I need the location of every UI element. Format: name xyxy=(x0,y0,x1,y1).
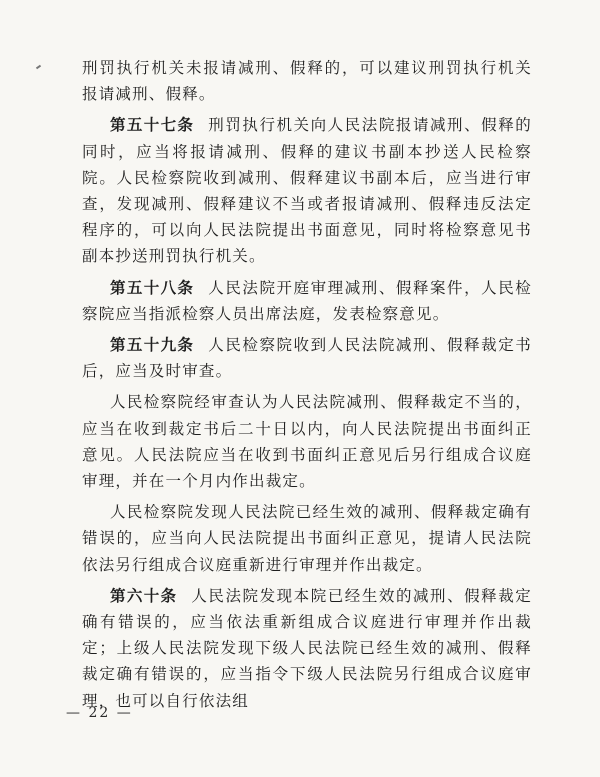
article-text: 刑罚执行机关向人民法院报请减刑、假释的同时，应当将报请减刑、假释的建议书副本抄送人民检察院。人民检察院收到减刑、假释建议书副本后，应当进行审查，发现减刑、假释建议不当或者报请减刑、假释违反法定程序的，可以向人民法院提出书面意见，同时将检察意见书副本抄送刑罚执行机关。 xyxy=(82,116,532,266)
article-heading: 第六十条 xyxy=(110,586,178,605)
article-58 xyxy=(82,275,532,327)
article-59-paragraph-3 xyxy=(82,499,532,578)
article-text: 人民法院开庭审理减刑、假释案件，人民检察院应当指派检察人员出席法庭，发表检察意见。 xyxy=(82,278,532,323)
article-heading: 第五十七条 xyxy=(110,116,195,135)
page-number: — 22 — xyxy=(66,705,133,721)
article-heading: 第五十八条 xyxy=(110,278,195,297)
article-60 xyxy=(82,583,532,714)
article-heading: 第五十九条 xyxy=(110,336,195,355)
stray-scan-mark xyxy=(36,65,41,70)
paragraph-text: 人民检察院发现人民法院已经生效的减刑、假释裁定确有错误的，应当向人民法院提出书面纠正意见，提请人民法院依法另行组成合议庭重新进行审理并作出裁定。 xyxy=(82,503,532,574)
paragraph-text: 人民检察院经审查认为人民法院减刑、假释裁定不当的，应当在收到裁定书后二十日以内，向人民法院提出书面纠正意见。人民法院应当在收到书面纠正意见后另行组成合议庭审理，并在一个月内作出裁定。 xyxy=(82,393,532,491)
document-body xyxy=(82,55,532,719)
article-text: 人民检察院收到人民法院减刑、假释裁定书后，应当及时审查。 xyxy=(82,336,532,381)
article-59 xyxy=(82,332,532,384)
article-59-paragraph-2 xyxy=(82,389,532,494)
paragraph-text: 刑罚执行机关未报请减刑、假释的，可以建议刑罚执行机关报请减刑、假释。 xyxy=(82,59,532,104)
article-text: 人民法院发现本院已经生效的减刑、假释裁定确有错误的，应当依法重新组成合议庭进行审理并作出裁定；上级人民法院发现下级人民法院已经生效的减刑、假释裁定确有错误的，应当指令下级人民法院另行组成合议庭审理，也可以自行依法组 xyxy=(82,586,532,710)
article-57 xyxy=(82,112,532,269)
paragraph-continued xyxy=(82,55,532,107)
